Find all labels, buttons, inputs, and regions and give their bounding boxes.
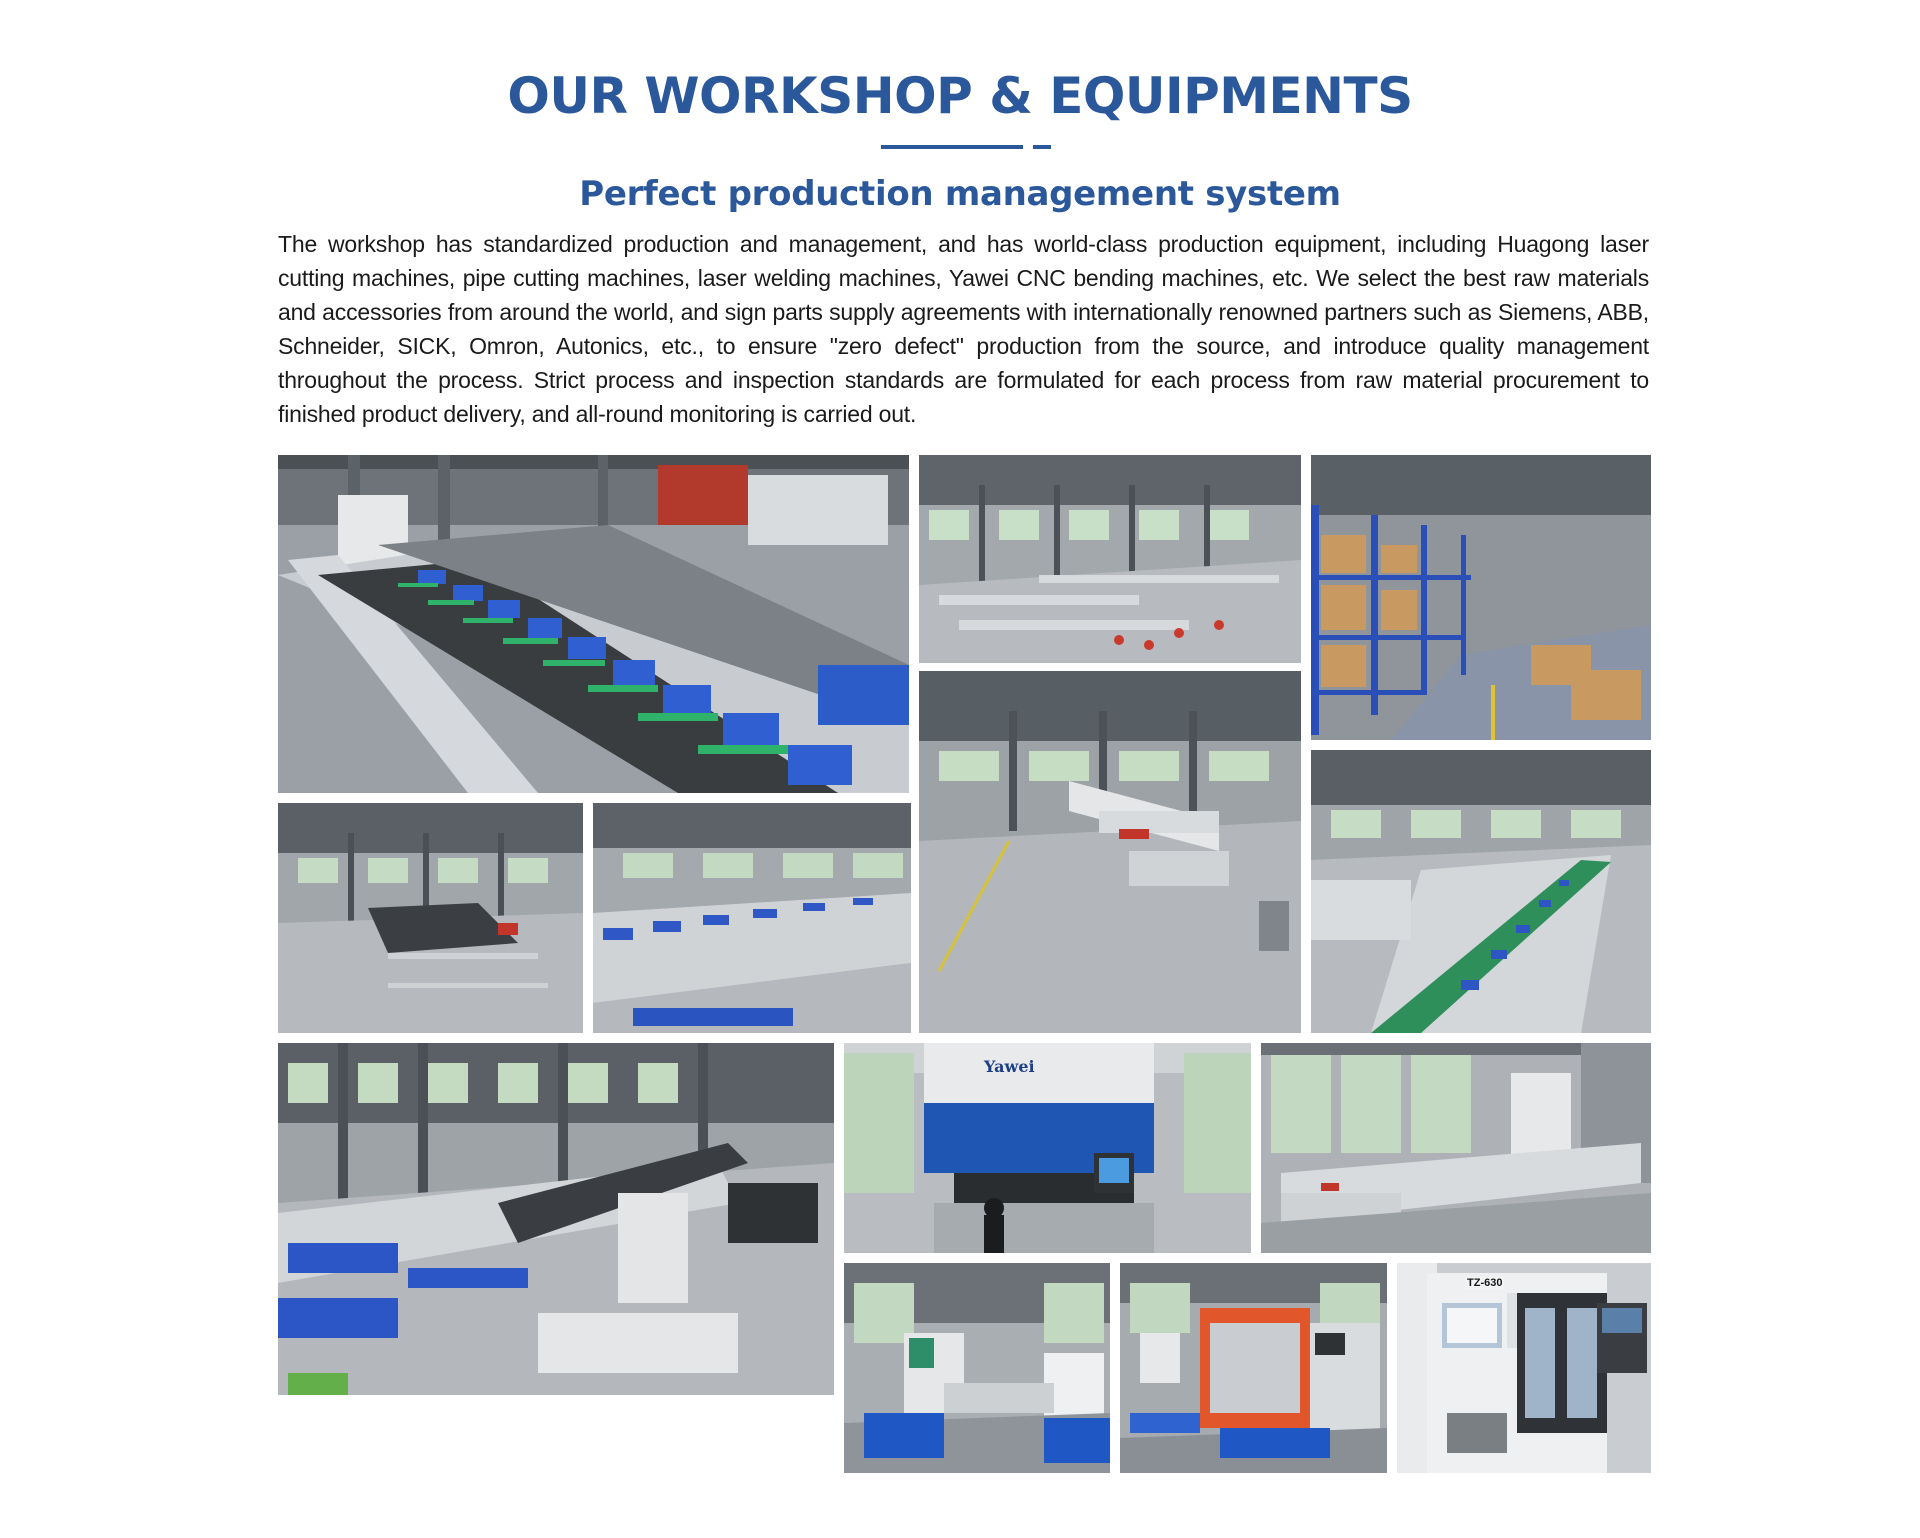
photo-laser-pipe-cutter [1261, 1043, 1651, 1253]
photo-workshop-overview [919, 455, 1301, 663]
photo-assembly-floor [278, 1043, 834, 1395]
page-title: OUR WORKSHOP & EQUIPMENTS [507, 67, 1413, 125]
photo-cnc-lathe-white [1397, 1263, 1651, 1473]
photo-packing-line [1311, 750, 1651, 1033]
photo-sorting-line-large [278, 455, 909, 793]
photo-machine-hall [919, 671, 1301, 1033]
yawei-logo-text: Yawei [984, 1057, 1035, 1076]
intro-paragraph: The workshop has standardized production and management, and has world-class production equipment, including Huagong laser cutting machines, pipe cutting machines, laser welding machines, Yawei CNC bending machines, etc. We select the best raw materials and accessories from around the world, and sign parts supply agreements with internationally renowned partners such as Siemens, ABB, Schneider, SICK, Omron, Autonics, etc., to ensure "zero defect" production from the source, and introduce quality management throughout the process. Strict process and inspection standards are formulated for each process from raw material procurement to finished product delivery, and all-round monitoring is carried out. [278, 231, 1649, 427]
photo-yawei-bending-machine [844, 1043, 1251, 1253]
photo-blue-conveyor [593, 803, 911, 1033]
lathe-model-label: TZ-630 [1467, 1277, 1503, 1289]
photo-conveyor-lines-left [278, 803, 583, 1033]
photo-cnc-machines-blue [844, 1263, 1110, 1473]
photo-cnc-machine-orange [1120, 1263, 1387, 1473]
photo-warehouse-shelves [1311, 455, 1651, 740]
section-subtitle: Perfect production management system [579, 174, 1341, 214]
title-divider-short [1033, 145, 1051, 149]
title-divider-long [881, 145, 1023, 149]
